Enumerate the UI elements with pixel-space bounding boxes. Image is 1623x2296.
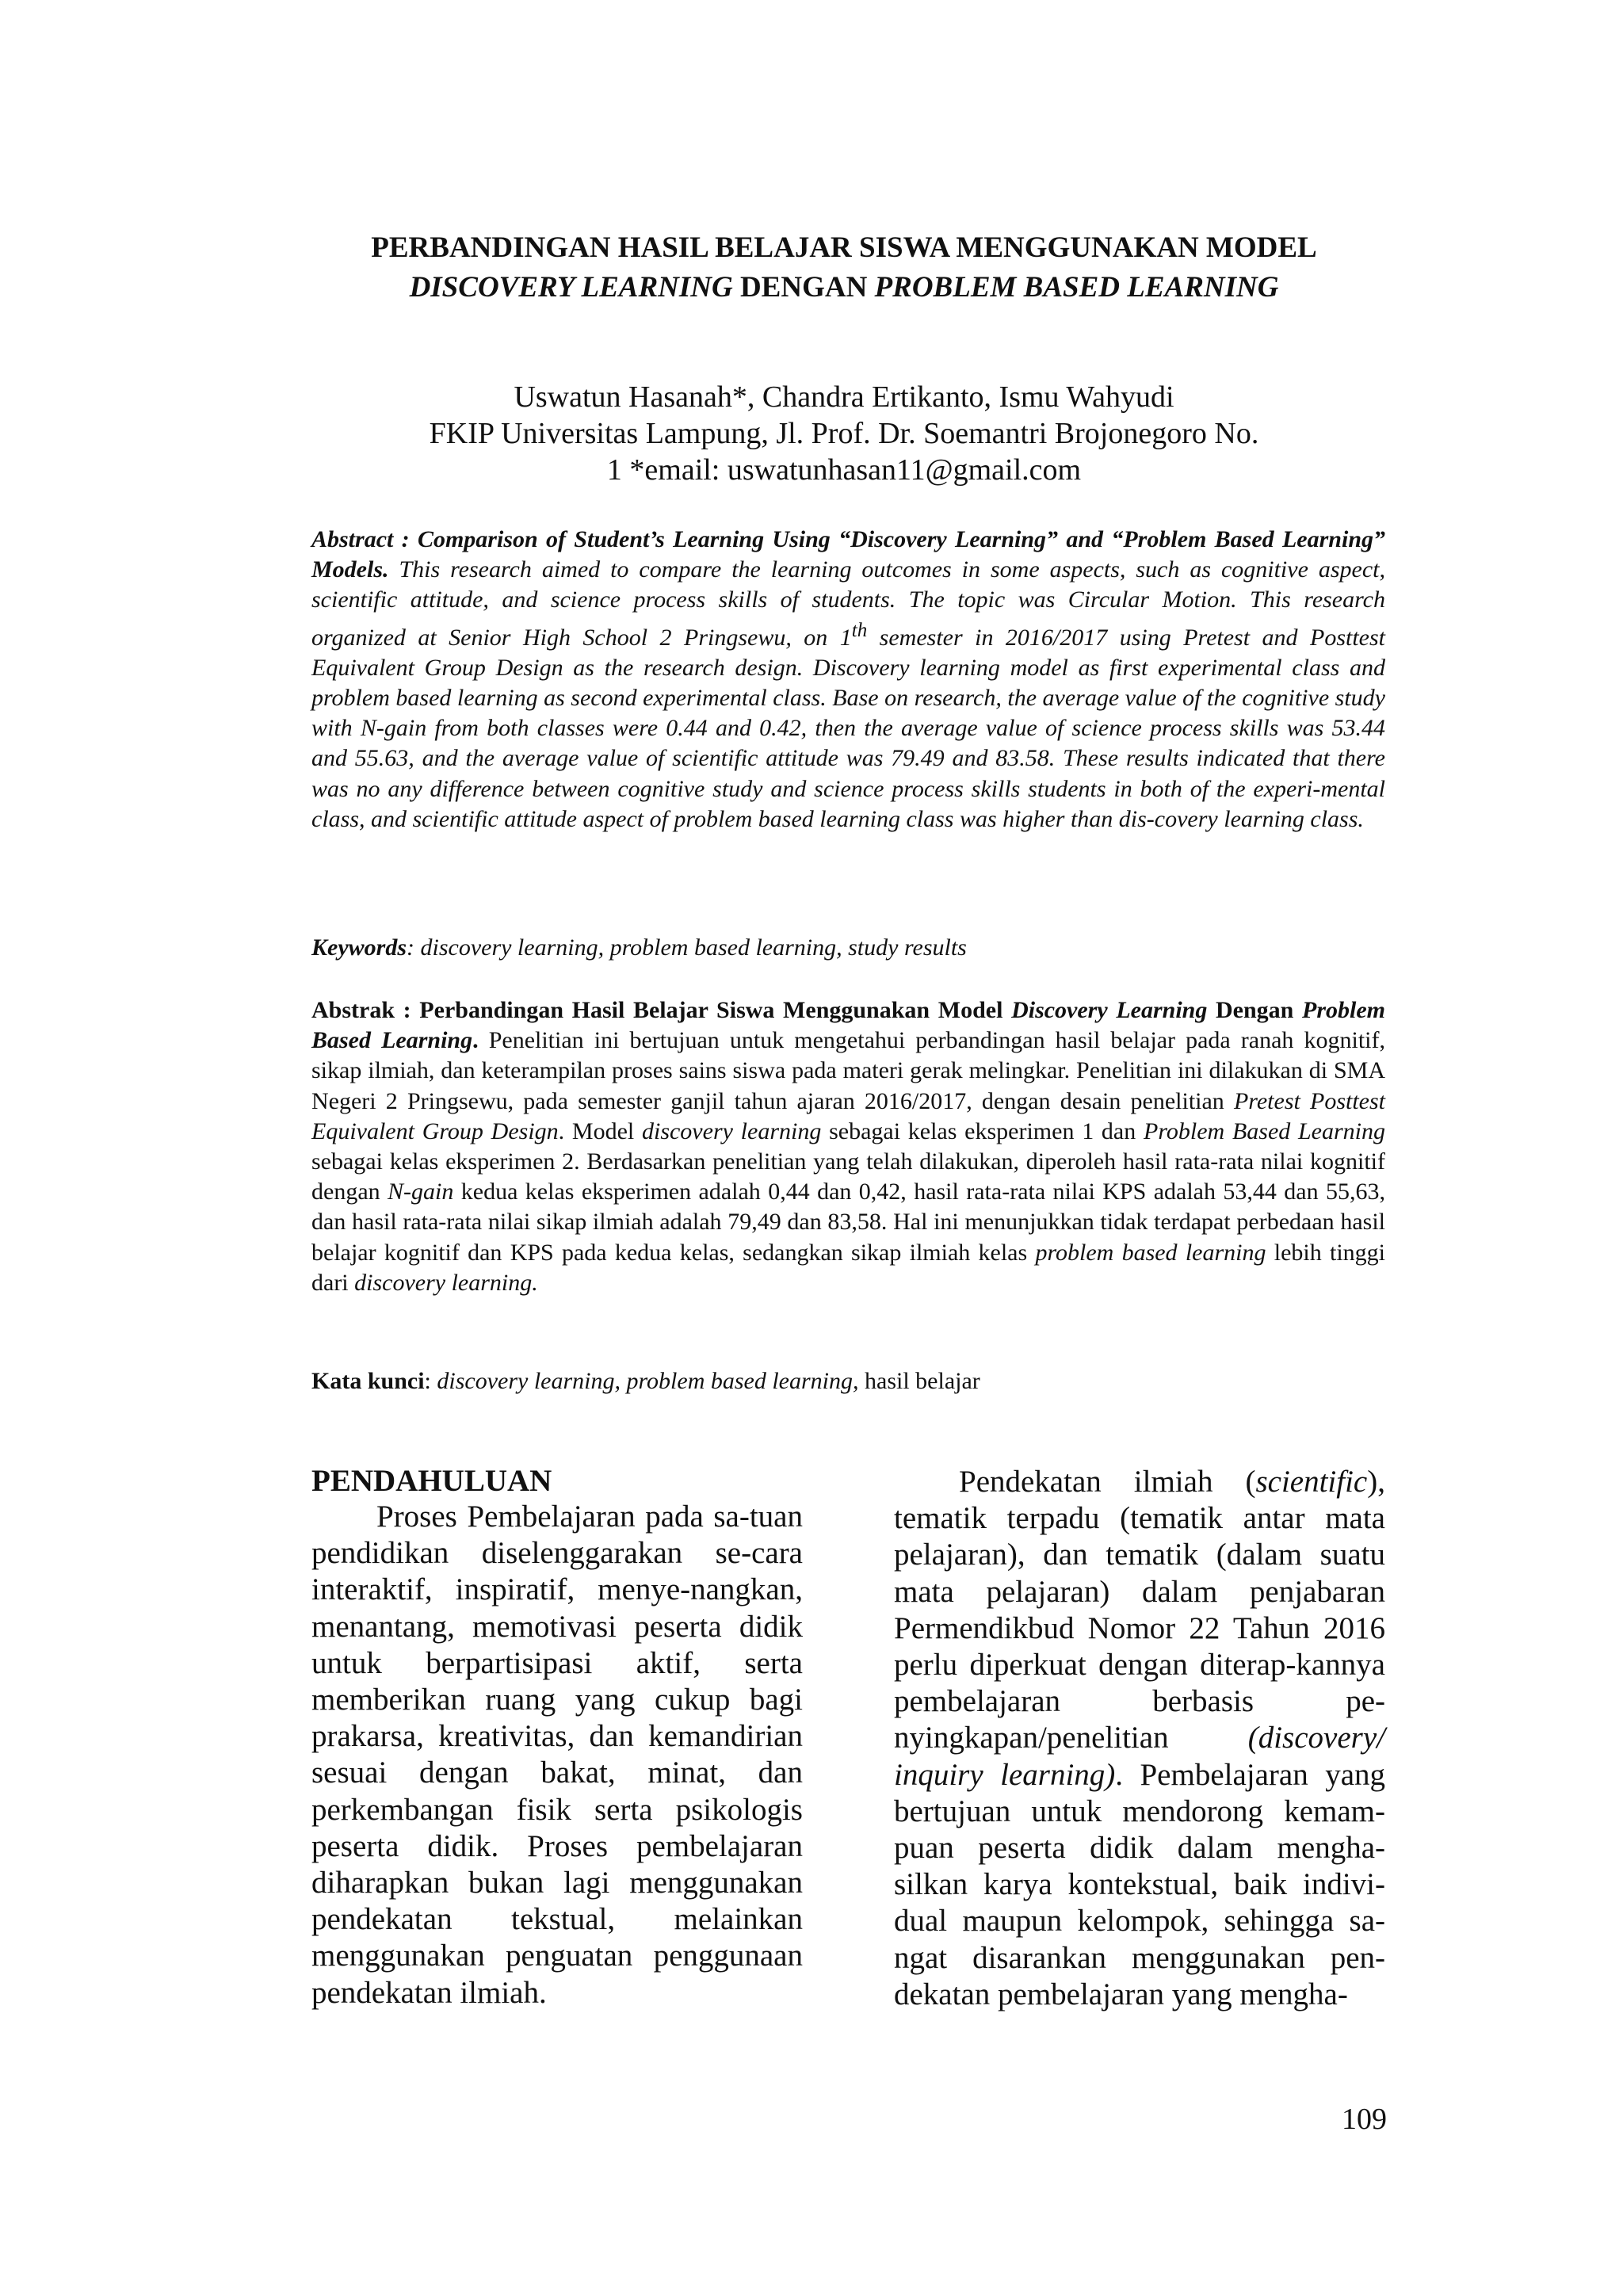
abstract-id-text-5: kedua kelas eksperimen adalah 0,44 dan 0,42, hasil rata-rata nilai KPS adalah 53,44 dan 55,63, dan hasil rata-rata nilai sikap ilmiah adalah 79,49 dan 83,58. Hal ini menunjukkan tidak terdapat perbedaan hasil belajar kognitif dan KPS pada kedua kelas, sedangkan sikap ilmiah kelas: [311, 1179, 1385, 1266]
kata-kunci-label: Kata kunci: [311, 1368, 425, 1394]
abstract-id-italic-4: N-gain: [388, 1179, 454, 1205]
title-line-1: PERBANDINGAN HASIL BELAJAR SISWA MENGGUNAKAN MODEL: [371, 231, 1317, 264]
right-column-paragraph: [894, 1464, 1385, 2013]
abstract-en-superscript: th: [851, 619, 868, 641]
kata-kunci-italic: discovery learning, problem based learning,: [437, 1368, 859, 1394]
right-italic-1: scientific: [1255, 1465, 1368, 1499]
kata-kunci-colon: :: [424, 1368, 437, 1394]
abstract-en-text-a: This research aimed to compare the learning outcomes in some aspects, such as cognitive aspect, scientific attitude, and science process skills of students. The topic was Circular Motion. This research organized at Senior High School 2 Pringsewu, on 1: [311, 556, 1385, 651]
abstract-id-label-italic-a: Discovery Learning: [1011, 997, 1208, 1023]
keywords-indonesian: [311, 1366, 1385, 1396]
abstract-id-italic-2: discovery learning: [641, 1117, 822, 1144]
author-block: [309, 379, 1379, 488]
author-names: Uswatun Hasanah*, Chandra Ertikanto, Ismu Wahyudi: [514, 380, 1174, 414]
abstract-id-text-6: lebih tinggi dari: [311, 1239, 1385, 1296]
author-affiliation: FKIP Universitas Lampung, Jl. Prof. Dr. Soemantri Brojonegoro No.: [429, 417, 1259, 450]
right-column: [894, 1464, 1385, 2013]
abstract-indonesian: [311, 995, 1385, 1298]
title-discovery-learning: DISCOVERY LEARNING: [409, 271, 733, 304]
abstract-english: [311, 525, 1385, 835]
keywords-label: Keywords: [311, 934, 407, 961]
right-text-1: Pendekatan ilmiah (: [959, 1465, 1256, 1499]
abstract-id-italic-6: discovery learning.: [354, 1269, 538, 1296]
paper-title: [309, 228, 1379, 308]
abstract-id-italic-5: problem based learning: [1035, 1239, 1266, 1266]
title-connector: DENGAN: [732, 271, 875, 304]
abstract-id-label-a: Abstrak : Perbandingan Hasil Belajar Siswa Menggunakan Model: [311, 997, 1012, 1023]
abstract-id-italic-1: Pretest Posttest Equivalent Group Design: [311, 1087, 1386, 1144]
right-text-2: ), tematik terpadu (tematik antar mata pelajaran), dan tematik (dalam suatu mata pelajaran) dalam penjabaran Permendikbud Nomor 22 Tahun 2016 perlu diperkuat dengan diterap-kannya pembelajaran berbasis pe-nyingkapan/penelitian: [894, 1465, 1385, 1755]
left-column: [311, 1464, 803, 2011]
abstract-id-text-4: sebagai kelas eksperimen 2. Berdasarkan penelitian yang telah dilakukan, diperoleh hasil rata-rata nilai kognitif dengan: [311, 1148, 1385, 1205]
title-problem-based-learning: PROBLEM BASED LEARNING: [874, 271, 1279, 304]
abstract-id-text-3: sebagai kelas eksperimen 1 dan: [821, 1117, 1144, 1144]
keywords-english: [311, 933, 1385, 963]
abstract-id-label-c: .: [472, 1027, 479, 1054]
section-heading-pendahuluan: PENDAHULUAN: [311, 1464, 552, 1498]
abstract-id-text-1: Penelitian ini bertujuan untuk mengetahui perbandingan hasil belajar pada ranah kognitif, sikap ilmiah, dan keterampilan proses sains siswa pada materi gerak melingkar. Penelitian ini dilakukan di SMA Negeri 2 Pringsewu, pada semester ganjil tahun ajaran 2016/2017, dengan desain penelitian: [311, 1027, 1385, 1114]
abstract-id-text-2: . Model: [558, 1117, 642, 1144]
left-column-paragraph: Proses Pembelajaran pada sa-tuan pendidikan diselenggarakan se-cara interaktif, inspiratif, menye-nangkan, menantang, memotivasi peserta didik untuk berpartisipasi aktif, serta memberikan ruang yang cukup bagi prakarsa, kreativitas, dan kemandirian sesuai dengan bakat, minat, dan perkembangan fisik serta psikologis peserta didik. Proses pembelajaran diharapkan bukan lagi menggunakan pendekatan tekstual, melainkan menggunakan penguatan penggunaan pendekatan ilmiah.: [311, 1499, 803, 2010]
page-number: 109: [1342, 2103, 1387, 2136]
right-text-3: . Pembelajaran yang bertujuan untuk mendorong kemam-puan peserta didik dalam mengha-silkan karya kontekstual, baik indivi-dual maupun kelompok, sehingga sa-ngat disarankan menggunakan pen-dekatan pembelajaran yang mengha-: [894, 1757, 1386, 2011]
keywords-text: : discovery learning, problem based learning, study results: [407, 934, 967, 961]
abstract-id-label-italic-b: Problem Based Learning: [311, 997, 1385, 1054]
abstract-id-label-b: Dengan: [1207, 997, 1302, 1023]
right-italic-2: (discovery/ inquiry learning): [894, 1721, 1385, 1792]
abstract-en-label: Abstract : Comparison of Student’s Learning Using “Discovery Learning” and “Problem Based Learning” Models.: [311, 526, 1385, 583]
kata-kunci-text: hasil belajar: [858, 1368, 980, 1394]
abstract-id-italic-3: Problem Based Learning: [1144, 1117, 1386, 1144]
abstract-en-text-b: semester in 2016/2017 using Pretest and Posttest Equivalent Group Design as the research design. Discovery learning model as first experimental class and problem based learning as second experimental class. Base on research, the average value of the cognitive study with N-gain from both classes were 0.44 and 0.42, then the average value of science process skills was 53.44 and 55.63, and the average value of scientific attitude was 79.49 and 83.58. These results indicated that there was no any difference between cognitive study and science process skills students in both of the experi-mental class, and scientific attitude aspect of problem based learning class was higher than dis-covery learning class.: [311, 624, 1385, 832]
author-email: 1 *email: uswatunhasan11@gmail.com: [606, 453, 1082, 487]
title-line-2: [309, 268, 1379, 308]
